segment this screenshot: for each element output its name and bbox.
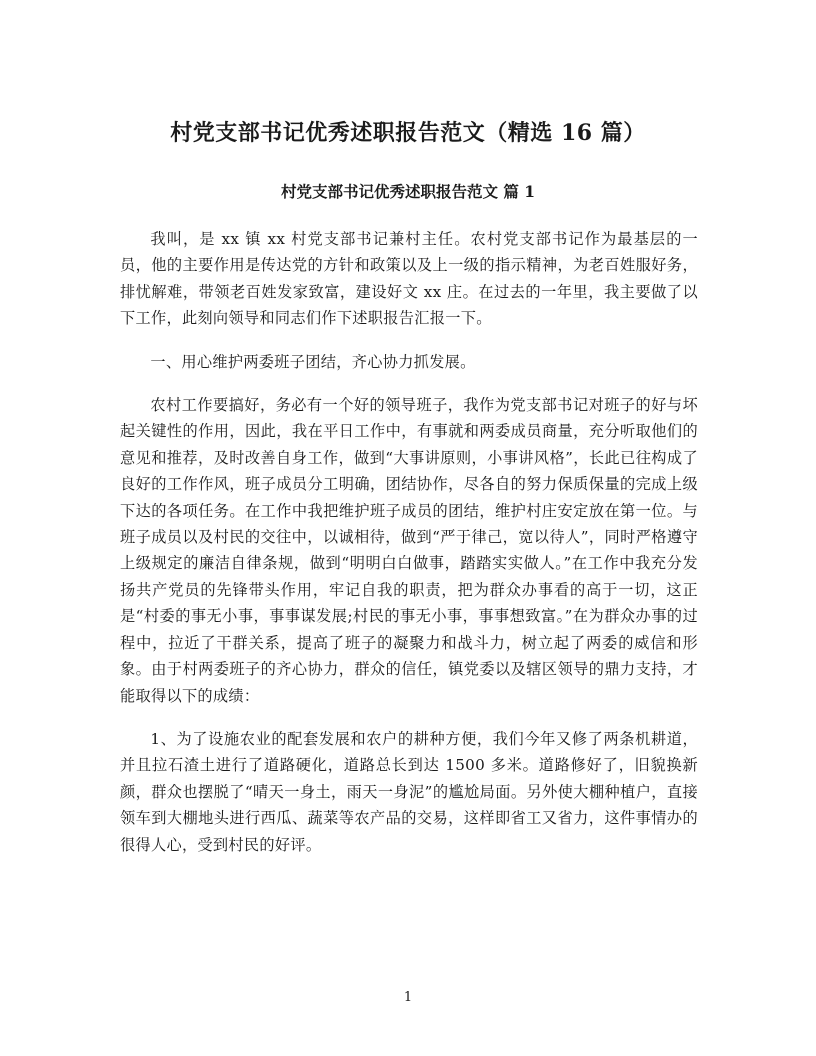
document-title: 村党支部书记优秀述职报告范文（精选 16 篇） bbox=[170, 120, 646, 146]
paragraph-heading-one: 一、用心维护两委班子团结，齐心协力抓发展。 bbox=[150, 352, 476, 371]
paragraph-intro: 我叫，是 xx 镇 xx 村党支部书记兼村主任。农村党支部书记作为最基层的一员，他的主要作用是传达党的方针和政策以及上一级的指示精神，为老百姓服好务，排忧解难，带领老百姓发家致富，建设好文 xx 庄。在过去的一年里，我主要做了以下工作，此刻向领导和同志们作下述职报告汇报一下。 bbox=[120, 230, 698, 328]
section-title: 村党支部书记优秀述职报告范文 篇 1 bbox=[280, 182, 536, 201]
paragraph-item-one: 1、为了设施农业的配套发展和农户的耕种方便，我们今年又修了两条机耕道，并且拉石渣土进行了道路硬化，道路总长到达 1500 多米。道路修好了，旧貌换新颜，群众也摆脱了“晴天一身土，雨天一身泥”的尴尬局面。另外使大棚种植户，直接领车到大棚地头进行西瓜、蔬菜等农产品的交易，这样即省工又省力，这件事情办的很得人心，受到村民的好评。 bbox=[120, 729, 698, 854]
paragraph-team-unity: 农村工作要搞好，务必有一个好的领导班子，我作为党支部书记对班子的好与坏起关键性的作用，因此，我在平日工作中，有事就和两委成员商量，充分听取他们的意见和推荐，及时改善自身工作，做到“大事讲原则，小事讲风格”，长此已往构成了良好的工作作风，班子成员分工明确，团结协作，尽各自的努力保质保量的完成上级下达的各项任务。在工作中我把维护班子成员的团结，维护村庄安定放在第一位。与班子成员以及村民的交往中，以诚相待，做到“严于律己，宽以待人”，同时严格遵守上级规定的廉洁自律条规，做到“明明白白做事，踏踏实实做人。”在工作中我充分发扬共产党员的先锋带头作用，牢记自我的职责，把为群众办事看的高于一切，这正是“村委的事无小事，事事谋发展;村民的事无小事，事事想致富。”在为群众办事的过程中，拉近了干群关系，提高了班子的凝聚力和战斗力，树立起了两委的威信和形象。由于村两委班子的齐心协力，群众的信任，镇党委以及辖区领导的鼎力支持，才能取得以下的成绩： bbox=[120, 396, 698, 705]
document-body bbox=[120, 226, 698, 875]
page-number: 1 bbox=[403, 990, 413, 1005]
